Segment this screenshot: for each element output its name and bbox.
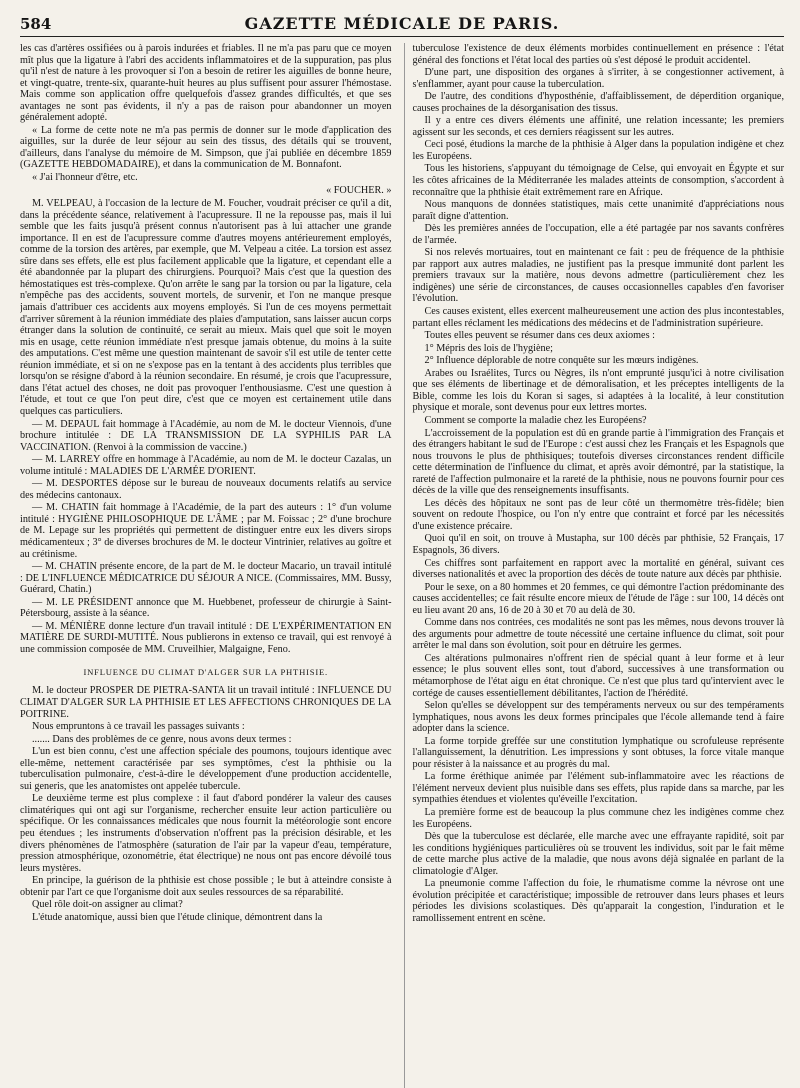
paragraph: Selon qu'elles se développent sur des tempéraments nerveux ou sur des tempéraments lymphatiques, nous avons les deux formes principales que l'école allemande tend à faire adopter dans la science.	[412, 700, 784, 735]
paragraph: 2° Influence déplorable de notre conquête sur les mœurs indigènes.	[424, 355, 699, 367]
paragraph: Tous les historiens, s'appuyant du témoignage de Celse, qui envoyait en Égypte et sur les côtes africaines de la Méditerranée les malades atteints de consomption, s'accordent à reconnaître que la phthisie était extrêmement rare en Afrique.	[412, 163, 784, 198]
paragraph: tuberculose l'existence de deux éléments morbides continuellement en présence : l'état général des fonctions et l'état local des parties où s'est déposé le produit accidentel.	[412, 43, 784, 66]
paragraph: — M. DEPAUL fait hommage à l'Académie, au nom de M. le docteur Viennois, d'une brochure intitulée : DE LA TRANSMISSION DE LA SYPHILIS PAR LA VACCINATION. (Renvoi à la commission de vaccine.)	[20, 418, 392, 453]
left-column	[20, 43, 392, 1088]
signature: « FOUCHER. »	[326, 184, 392, 196]
paragraph: L'accroissement de la population est dû en grande partie à l'immigration des Français et des étrangers habitant le sud de l'Europe : c'est aussi chez les Français et les Espagnols que nous trouvons le plus de phthisiques; toutefois diverses circonstances rendent difficile cette détermination de l'influence du climat, et après avoir démontré, par la statistique, la rareté de l'affection pulmonaire et la rareté de la phthisie, nous ne pouvons fournir pour ces décès de la ville que des renseignements insuffisants.	[412, 427, 784, 497]
paragraph: Pour le sexe, on a 80 hommes et 20 femmes, ce qui démontre l'action prédominante des causes accidentelles; ce fait résulte encore mieux de l'étude de l'âge : sur 100, 14 décès ont eu lieu avant 20 ans, 16 de 20 à 30 et 70 au delà de 30.	[412, 581, 784, 616]
paragraph: Le deuxième terme est plus complexe : il faut d'abord pondérer la valeur des causes climatériques qui ont agi sur l'organisme, rechercher ensuite leur action particulière ou spécifique. Or les connaissances médicales que nous fournit la météorologie sont encore peu étendues ; les instruments d'observation n'offrent pas la précision désirable, et les divers phénomènes de l'atmosphère (saturation de l'air par la vapeur d'eau, température, pression atmosphérique, ozonométrie, état électrique) ne nous ont pas encore dévoilé tous leurs mystères.	[20, 793, 392, 874]
paragraph: D'une part, une disposition des organes à s'irriter, à se congestionner activement, à s'enflammer, ayant pour cause la tuberculation.	[412, 67, 784, 90]
page-number: 584	[20, 15, 52, 33]
paragraph: « La forme de cette note ne m'a pas permis de donner sur le mode d'application des aiguilles, sur la durée de leur séjour au sein des tissus, des détails qui se trouvent, d'ailleurs, dans l'analyse du mémoire de M. Simpson, que j'ai publiée en décembre 1859 (GAZETTE HEBDOMADAIRE), et dans la communication de M. Bonnafont.	[20, 124, 392, 171]
paragraph: — M. LE PRÉSIDENT annonce que M. Huebbenet, professeur de chirurgie à Saint-Pétersbourg, assiste à la séance.	[20, 596, 392, 620]
paragraph: Comme dans nos contrées, ces modalités ne sont pas les mêmes, nous devons trouver là des arguments pour admettre de toute nécessité une certaine influence du climat, soit pour arrêter le mal dans son évolution, soit pour en détruire les germes.	[412, 617, 784, 652]
section-heading: INFLUENCE DU CLIMAT D'ALGER SUR LA PHTHISIE.	[83, 667, 328, 678]
paragraph: Ces altérations pulmonaires n'offrent rien de spécial quant à leur forme et à leur essence; le plus souvent elles sont, tout d'abord, successives à une transformation ou métamorphose de l'état aigu en état chronique. Ce n'est que plus tard qu'intervient avec le cortége de causes essentiellement débilitantes, l'action de l'hérédité.	[412, 652, 784, 699]
paragraph: Quel rôle doit-on assigner au climat?	[32, 899, 183, 911]
paragraph: — M. CHATIN fait hommage à l'Académie, de la part des auteurs : 1° d'un volume intitulé : HYGIÈNE PHILOSOPHIQUE DE L'ÂME ; par M. Foissac ; 2° d'une brochure de M. Lepage sur les propriétés qui permettent de distinguer entre eux les divers sirops médicamenteux ; 3° de diverses brochures de M. le docteur Vintrinier, relatives au goître et au crétinisme.	[20, 502, 392, 560]
paragraph: Ces chiffres sont parfaitement en rapport avec la mortalité en général, suivant ces diverses nationalités et avec la proportion des décès de toute nature aux décès par phthisie.	[412, 557, 784, 581]
paragraph: Quoi qu'il en soit, on trouve à Mustapha, sur 100 décès par phthisie, 52 Français, 17 Espagnols, 36 divers.	[412, 533, 784, 556]
paragraph: En principe, la guérison de la phthisie est chose possible ; le but à atteindre consiste à obtenir par l'art ce que l'organisme doit aux seules ressources de sa réparabilité.	[20, 875, 392, 898]
paragraph: Ceci posé, étudions la marche de la phthisie à Alger dans la population indigène et chez les Européens.	[412, 139, 784, 162]
paragraph: Si nos relevés mortuaires, tout en maintenant ce fait : peu de fréquence de la phthisie par rapport aux autres maladies, ne justifient pas la presque immunité dont parlent les premiers travaux sur la matière, nous devons admettre (particulièrement chez les indigènes) une série de circonstances, de causes occasionnelles capables d'en favoriser l'évolution.	[412, 247, 784, 305]
paragraph: — M. MÉNIÈRE donne lecture d'un travail intitulé : DE L'EXPÉRIMENTATION EN MATIÈRE DE SURDI-MUTITÉ. Nous publierons in extenso ce travail, qui est renvoyé à une commission composée de MM. Cruveilhier, Malgaigne, Fenо.	[20, 620, 392, 655]
paragraph: De l'autre, des conditions d'hyposthénie, d'affaiblissement, de déperdition organique, causes prochaines de la désorganisation des tissus.	[412, 91, 784, 114]
right-column	[404, 43, 785, 1088]
paragraph: L'étude anatomique, aussi bien que l'étude clinique, démontrent dans la	[32, 911, 323, 923]
paragraph: L'un est bien connu, c'est une affection spéciale des poumons, toujours identique avec elle-même, nettement caractérisée par ses symptômes, c'est la phthisie ou la tuberculisation pulmonaire, c'est-à-dire le développement d'une production accidentelle, sui generis, que les anatomistes ont appelée tubercule.	[20, 746, 392, 792]
paragraph: — M. DESPORTES dépose sur le bureau de nouveaux documents relatifs au service des médecins cantonaux.	[20, 478, 392, 501]
closing-line: « J'ai l'honneur d'être, etc.	[32, 172, 138, 184]
paragraph: Les décès des hôpitaux ne sont pas de leur côté un thermomètre très-fidèle; bien souvent on redoute l'hospice, ou l'on n'y entre que contraint et forcé par les nécessités d'une existence précaire.	[412, 497, 784, 532]
paragraph: Toutes elles peuvent se résumer dans ces deux axiomes :	[424, 330, 655, 342]
page-header	[20, 14, 784, 37]
paragraph: Arabes ou Israélites, Turcs ou Nègres, ils n'ont emprunté jusqu'ici à notre civilisation que ses éléments de libertinage et de démoralisation, et les préceptes intelligents de la Bible, comme les lois du Koran si sages, si adaptées à la localité, à leur constitution physique et morale, sont devenus pour eux lettres mortes.	[412, 367, 784, 414]
paragraph: Dès que la tuberculose est déclarée, elle marche avec une effrayante rapidité, soit par les conditions hygiéniques particulières où se trouvent les individus, soit par le fait même de cette marche plus active de la maladie, que nous avons déjà signalée en parlant de la climatologie d'Alger.	[412, 831, 784, 877]
paragraph: Nous empruntons à ce travail les passages suivants :	[32, 721, 245, 733]
paragraph: M. le docteur PROSPER DE PIETRA-SANTA lit un travail intitulé : INFLUENCE DU CLIMAT D'ALGER SUR LA PHTHISIE ET LES AFFECTIONS CHRONIQUES DE LA POITRINE.	[20, 685, 392, 720]
paragraph: 1° Mépris des lois de l'hygiène;	[424, 342, 553, 354]
paragraph: ....... Dans des problèmes de ce genre, nous avons deux termes :	[32, 733, 292, 745]
paragraph: Dès les premières années de l'occupation, elle a été partagée par nos savants confrères de l'armée.	[412, 223, 784, 246]
paragraph: Ces causes existent, elles exercent malheureusement une action des plus incontestables, partant elles réclament les médications des médecins et de l'administration supérieure.	[412, 306, 784, 329]
paragraph: La forme torpide greffée sur une constitution lymphatique ou scrofuleuse représente l'allanguissement, la dénutrition. Les impressions y sont obtuses, la force vitale manque pour résister à la naissance et au progrès du mal.	[412, 735, 784, 770]
paragraph: La forme éréthique animée par l'élément sub-inflammatoire avec les réactions de l'élément nerveux devient plus nuisible dans ses effets, plus rapide dans sa marche, par les sympathies étendues et violentes qu'éveille l'excitation.	[412, 771, 784, 806]
paragraph: La première forme est de beaucoup la plus commune chez les indigènes comme chez les Européens.	[412, 807, 784, 830]
paragraph: M. VELPEAU, à l'occasion de la lecture de M. Foucher, voudrait préciser ce qu'il a dit, dans la précédente séance, relativement à l'acupressure. Il ne la repousse pas, mais il lui semble que les faits jusqu'à présent connus n'autorisent pas à lui attacher une grande importance. Il en est de l'acupressure comme d'autres moyens antérieurement employés, comme de la torsion des artères, par exemple, que M. Velpeau a citée. La torsion est assez sûre dans ses effets, elle est plus facilement applicable que la ligature, et cependant elle a été abandonnée par la plupart des chirurgiens. Pourquoi? Mais c'est que la question des hémostatiques est très-complexe. Qu'on arrête le sang par la torsion ou par la ligature, cela n'empêche pas des accidents, souvent mortels, de survenir, et l'on ne manque presque jamais d'attribuer ces accidents aux moyens employés. Si l'un de ces moyens permettait d'arriver sûrement à la réunion immédiate des plaies d'amputation, sans laisser aucun corps étranger dans la solution de continuité, ce serait au mieux. Mais quel que soit le moyen mis en usage, cette réunion immédiate n'est presque jamais obtenue, du moins à la suite des amputations. C'est même une question maintenant de savoir s'il est utile de tenter cette réunion immédiate, et si on ne s'expose pas en la tentant à des accidents plus terribles que lorsqu'on se résigne d'abord à la réunion secondaire. En résumé, je crois que l'acupressure, dans l'état actuel des choses, ne doit pas provoquer l'enthousiasme. C'est une question à l'étude, et tout ce que l'on peut dire, c'est que ce moyen est certainement utile dans quelques cas particuliers.	[20, 198, 392, 417]
journal-title: GAZETTE MÉDICALE DE PARIS.	[244, 14, 560, 33]
paragraph: Il y a entre ces divers éléments une affinité, une relation incessante; les premiers agissent sur les seconds, et ces derniers réagissent sur les autres.	[412, 115, 784, 138]
paragraph: Comment se comporte la maladie chez les Européens?	[424, 414, 647, 426]
paragraph: les cas d'artères ossifiées ou à parois indurées et friables. Il ne m'a pas paru que ce moyen mît plus que la ligature à l'abri des accidents inflammatoires et de la suppuration, pas plus qu'il n'est de nature à les provoquer si l'on a besoin de retirer les aiguilles de bonne heure, et vingt-quatre, trente-six, quarante-huit heures au plus suffisent pour assurer l'hémostase. Mais comme son application offre quelquefois d'assez grandes difficultés, et que ses avantages ne sont pas évidents, il n'y a pas de raison pour abandonner un moyen généralement adopté.	[20, 43, 392, 124]
paragraph: Nous manquons de données statistiques, mais cette unanimité d'appréciations nous paraît digne d'attention.	[412, 199, 784, 222]
paragraph: La pneumonie comme l'affection du foie, le rhumatisme comme la névrose ont une évolution précipitée et caractéristique; impossible de retrouver dans leurs phases et leurs périodes les divisions scolastiques. Dès qu'apparait la congestion, l'induration et le ramollissement entrent en scène.	[412, 878, 784, 924]
paragraph: — M. CHATIN présente encore, de la part de M. le docteur Macario, un travail intitulé : DE L'INFLUENCE MÉDICATRICE DU SÉJOUR A NICE. (Commissaires, MM. Bussy, Guérard, Chatin.)	[20, 561, 392, 596]
text-columns	[20, 43, 784, 1088]
paragraph: — M. LARREY offre en hommage à l'Académie, au nom de M. le docteur Cazalas, un volume intitulé : MALADIES DE L'ARMÉE D'ORIENT.	[20, 454, 392, 477]
